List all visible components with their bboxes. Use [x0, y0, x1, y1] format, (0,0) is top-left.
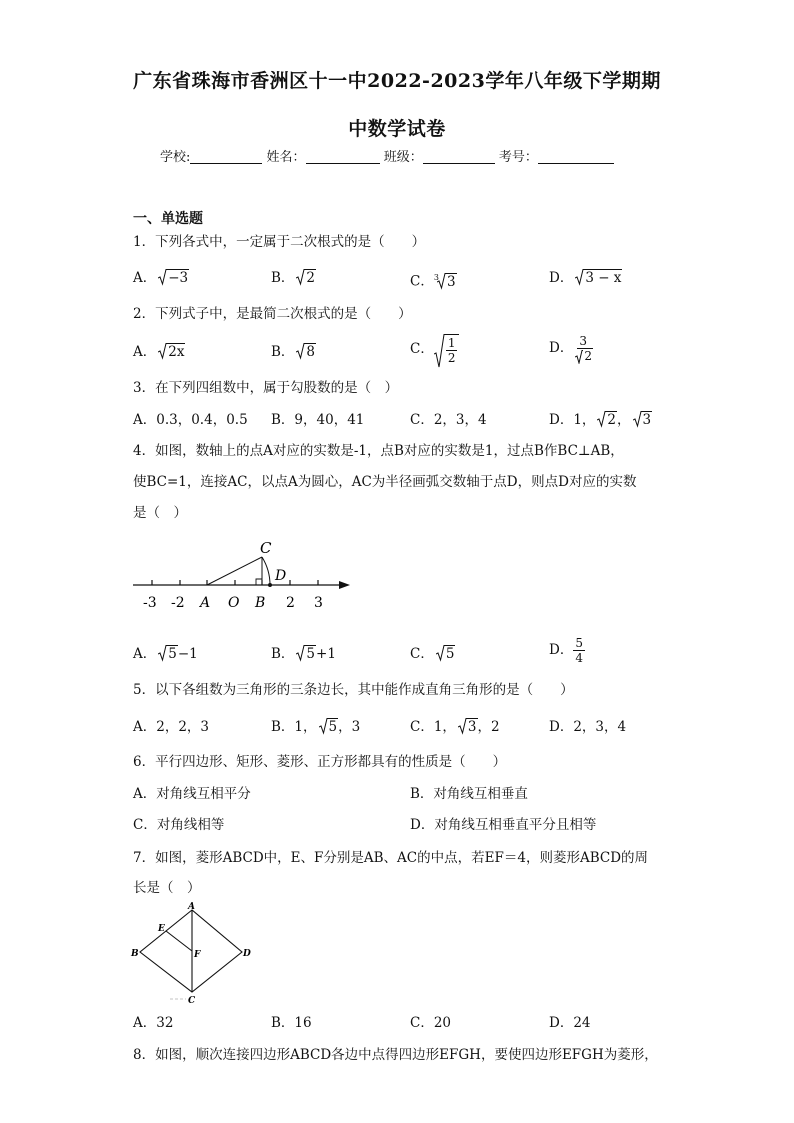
q6-option-a: A．对角线互相平分 — [133, 786, 251, 802]
q4-option-b: B． 5+1 — [271, 646, 336, 662]
question-4-line1: 4．如图，数轴上的点A对应的实数是-1，点B对应的实数是1，过点B作BC⊥AB， — [133, 443, 624, 459]
q6-option-c: C．对角线相等 — [133, 817, 225, 833]
number-line-figure — [125, 535, 360, 615]
q4-option-a: A． 5−1 — [133, 646, 198, 662]
school-blank — [190, 149, 262, 164]
q3-option-d: D．1， 2， 3 — [549, 412, 652, 428]
label-c: C — [188, 996, 196, 1006]
q1-option-a: A． −3 — [133, 270, 189, 286]
exam-title-line2: 中数学试卷 — [348, 118, 446, 140]
rhombus-figure — [128, 900, 258, 1006]
class-blank — [423, 149, 495, 164]
q4-option-d: D． $\frac{5}{4}$ — [549, 636, 583, 665]
sqrt-symbol: 3 — [633, 410, 653, 430]
q3-option-c: C．2，3，4 — [410, 412, 487, 428]
q6-option-b: B．对角线互相垂直 — [410, 786, 528, 802]
question-7-line2: 长是（ ） — [133, 880, 201, 896]
exam-no-blank — [538, 149, 614, 164]
point-d-dot — [268, 583, 272, 587]
section-heading: 一、单选题 — [133, 211, 203, 227]
q3-option-b: B．9，40，41 — [271, 412, 365, 428]
q2-option-b: B． 8 — [271, 344, 316, 360]
tick-label: 2 — [286, 595, 295, 611]
q7-option-a: A．32 — [133, 1015, 174, 1031]
right-angle-mark — [256, 579, 262, 585]
arrow-head-icon — [339, 581, 350, 589]
question-6: 6．平行四边形、矩形、菱形、正方形都具有的性质是（ ） — [133, 754, 507, 770]
sqrt-symbol: 5 — [158, 644, 178, 664]
cube-root-symbol: 3 — [437, 272, 457, 292]
name-label: 姓名： — [266, 150, 306, 165]
question-1: 1．下列各式中，一定属于二次根式的是（ ） — [133, 234, 426, 250]
tick-label: A — [200, 595, 211, 611]
class-label: 班级： — [383, 150, 423, 165]
q7-option-d: D．24 — [549, 1015, 591, 1031]
question-8: 8．如图，顺次连接四边形ABCD各边中点得四边形EFGH，要使四边形EFGH为菱形， — [133, 1047, 658, 1063]
q1-option-b: B． 2 — [271, 270, 316, 286]
tick-marks — [152, 580, 318, 585]
sqrt-symbol: 8 — [296, 342, 316, 362]
q1-option-d: D． 3 − x — [549, 270, 622, 286]
q5-option-a: A．2，2，3 — [133, 719, 210, 735]
sqrt-fraction: $\frac{1}{2}$ — [434, 334, 460, 365]
q3-option-a: A．0.3，0.4，0.5 — [133, 412, 248, 428]
sqrt-symbol: 3 − x — [575, 268, 622, 288]
fraction: $\frac{5}{4}$ — [575, 636, 583, 665]
label-d: D — [243, 949, 251, 959]
tick-label: 3 — [314, 595, 323, 611]
q5-option-c: C．1， 3，2 — [410, 719, 500, 735]
tick-label: -2 — [171, 595, 185, 611]
label-c: C — [260, 539, 272, 557]
sqrt-symbol: 2x — [158, 342, 185, 362]
rhombus-abcd — [140, 910, 242, 992]
label-f: F — [194, 950, 201, 960]
label-b: B — [131, 949, 139, 959]
sqrt-symbol: 2 — [296, 268, 316, 288]
arc-cd — [262, 557, 270, 585]
question-7-line1: 7．如图，菱形ABCD中，E、F分别是AB、AC的中点，若EF＝4，则菱形ABCD的周 — [133, 850, 649, 866]
tick-label: B — [255, 595, 266, 611]
q4-option-c: C． 5 — [410, 646, 455, 662]
q5-option-d: D．2，3，4 — [549, 719, 627, 735]
q7-option-c: C．20 — [410, 1015, 452, 1031]
sqrt-symbol: −3 — [158, 268, 189, 288]
question-4-line2: 使BC=1，连接AC，以点A为圆心，AC为半径画弧交数轴于点D，则点D对应的实数 — [133, 474, 637, 490]
student-info-row — [160, 146, 614, 165]
sqrt-symbol: 5 — [296, 644, 316, 664]
q7-option-b: B．16 — [271, 1015, 312, 1031]
q1-option-c: C．$^3$ 3 — [410, 273, 456, 290]
exam-title-line1: 广东省珠海市香洲区十一中2022-2023学年八年级下学期期 — [133, 70, 661, 92]
q2-option-c: C． $\frac{1}{2}$ — [410, 334, 459, 365]
label-a: A — [188, 902, 195, 912]
sqrt-symbol: 3 — [458, 717, 478, 737]
label-e: E — [158, 924, 165, 934]
name-blank — [306, 149, 380, 164]
label-d: D — [275, 568, 287, 584]
question-3: 3．在下列四组数中，属于勾股数的是（ ） — [133, 380, 399, 396]
tick-label: O — [228, 595, 240, 611]
question-5: 5．以下各组数为三角形的三条边长，其中能作成直角三角形的是（ ） — [133, 682, 574, 698]
segment-ef — [166, 931, 192, 951]
school-label: 学校: — [160, 150, 191, 165]
exam-no-label: 考号： — [498, 150, 538, 165]
question-4-line3: 是（ ） — [133, 505, 187, 521]
q5-option-b: B．1， 5，3 — [271, 719, 361, 735]
sqrt-symbol: 5 — [436, 644, 456, 664]
tick-label: -3 — [143, 595, 157, 611]
fraction: $\frac{3}{2}$ — [573, 334, 593, 363]
sqrt-symbol: 5 — [319, 717, 339, 737]
q6-option-d: D．对角线互相垂直平分且相等 — [410, 817, 597, 833]
question-2: 2．下列式子中，是最简二次根式的是（ ） — [133, 306, 412, 322]
q2-option-d: D． $\frac{3}{2}$ — [549, 334, 592, 363]
sqrt-symbol: 2 — [597, 410, 617, 430]
q2-option-a: A． 2x — [133, 344, 185, 360]
